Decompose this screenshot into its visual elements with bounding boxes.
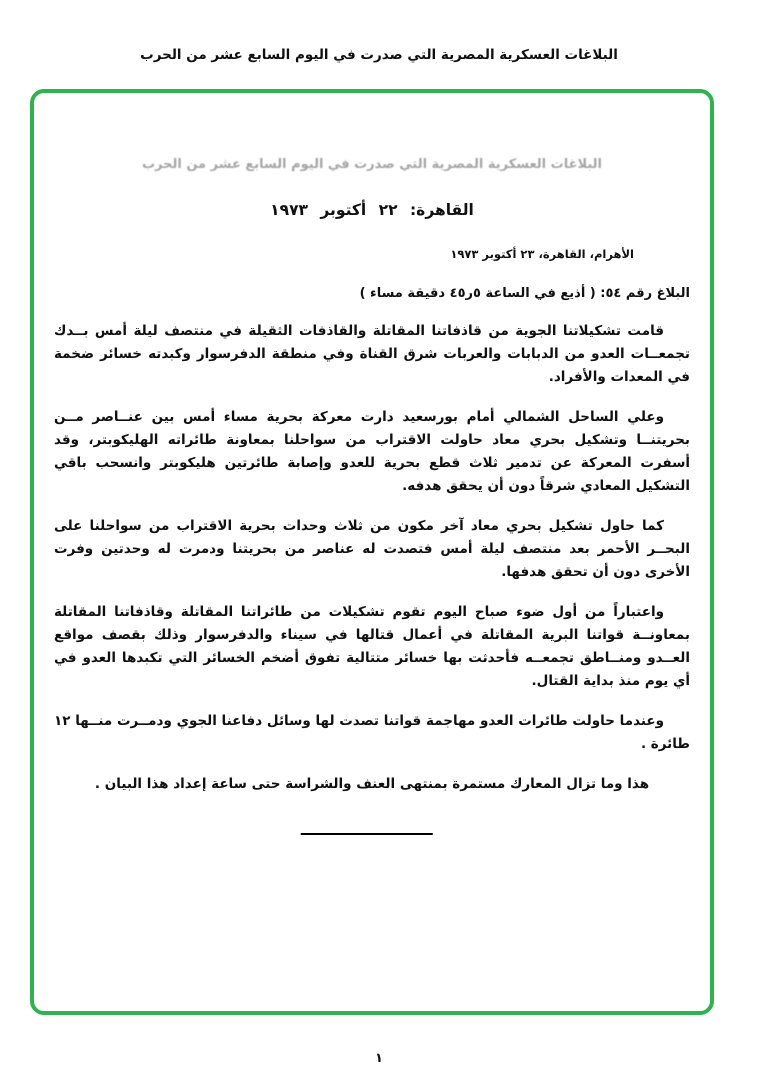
page-number: ١: [375, 1051, 383, 1066]
body-paragraph: وعلي الساحل الشمالي أمام بورسعيد دارت معركة بحرية مساء أمس بين عنــاصر مــن بحريتنــا وتشكيل بحري معاد حاولت الاقتراب من سواحلنا بمعاونة طائراته الهليكوبتر، وقد أسفرت المعركة عن تدمير ثلاث قطع بحرية للعدو وإصابة طائرتين هليكوبتر وانسحب باقي التشكيل المعادي شرقاً دون أن يحقق هدفه.: [54, 409, 690, 494]
page-title: البلاغات العسكرية المصرية التي صدرت في اليوم السابع عشر من الحرب: [140, 47, 618, 63]
body-paragraph: واعتباراً من أول ضوء صباح اليوم تقوم تشكيلات من طائراتنا المقاتلة وقاذفاتنا المقاتلة بمعاونــة قواتنا البرية المقاتلة في أعمال قتالها في سيناء والدفرسوار وذلك بقصف مواقع العــدو ومنــاطق تجمعــه فأحدثت بها خسائر متتالية تفوق أضخم الخسائر التي تكبدها العدو في أي يوم منذ بداية القتال.: [54, 604, 690, 689]
body-paragraph: هذا وما تزال المعارك مستمرة بمنتهى العنف والشراسة حتى ساعة إعداد هذا البيان .: [94, 776, 650, 792]
body-paragraph: قامت تشكيلاتنا الجوية من قاذفاتنا المقاتلة والقاذفات الثقيلة في منتصف ليلة أمس بــدك تجمعــات العدو من الدبابات والعربات شرق القناة وفي منطقة الدفرسوار وكبدته خسائر ضخمة في المعدات والأفراد.: [54, 323, 690, 385]
communique-number-heading: البلاغ رقم ٥٤: ( أذيع في الساعة ٥ر٤٥ دقيقة مساء ): [359, 286, 690, 301]
body-paragraph: كما حاول تشكيل بحري معاد آخر مكون من ثلاث وحدات بحرية الاقتراب من سواحلنا على البحــر الأحمر بعد منتصف ليلة أمس فتصدت له عناصر من بحريتنا ودمرت له وحدتين وفرت الأخرى دون أن تحقق هدفها.: [54, 518, 690, 580]
end-divider-line: [301, 833, 433, 835]
source-citation: الأهرام، القاهرة، ٢٣ أكتوبر ١٩٧٣: [450, 247, 634, 261]
communique-body: [54, 320, 690, 813]
body-paragraph: وعندما حاولت طائرات العدو مهاجمة قواتنا تصدت لها وسائل دفاعنا الجوي ودمــرت منــها ١٢ طائرة .: [54, 713, 690, 752]
faded-scan-title: البلاغات العسكرية المصرية التي صدرت في اليوم السابع عشر من الحرب: [141, 157, 603, 172]
dateline: القاهرة: ٢٢ أكتوبر ١٩٧٣: [270, 201, 474, 219]
document-frame: [30, 89, 714, 1015]
